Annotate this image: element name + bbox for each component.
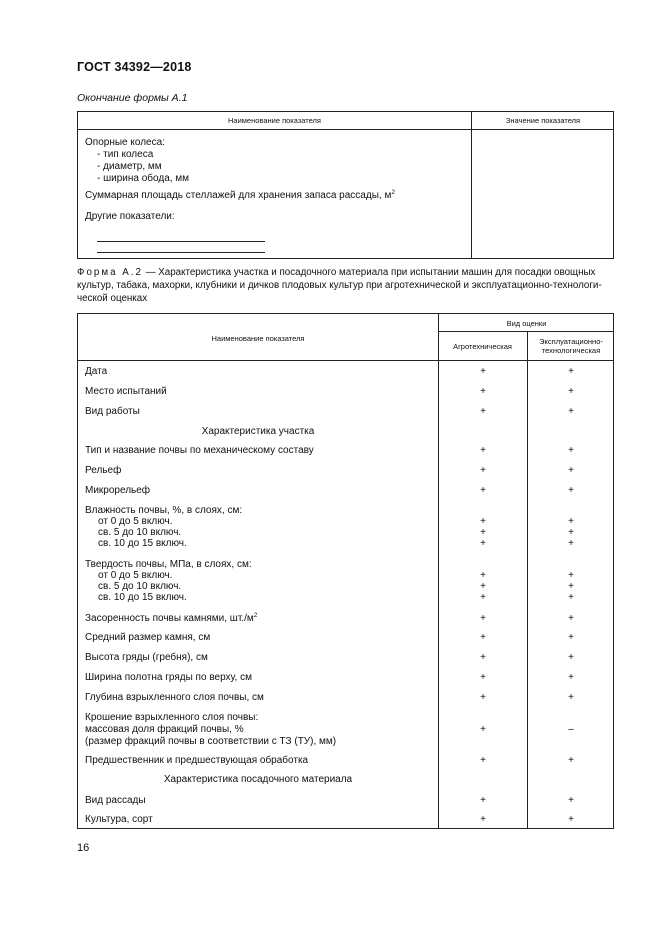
expl-mark: + — [568, 538, 574, 549]
row-work-type: Вид работы — [85, 406, 140, 417]
row-crumbling-size: (размер фракций почвы в соответствии с ТЗ (ТУ), мм) — [85, 736, 337, 747]
agro-mark: + — [480, 570, 486, 581]
row-moisture: Влажность почвы, %, в слоях, см: — [85, 505, 243, 516]
agro-mark: + — [480, 592, 486, 603]
wheel-diameter-label: - диаметр, мм — [97, 161, 162, 172]
expl-mark: + — [568, 814, 574, 825]
column-header-name: Наименование показателя — [228, 116, 321, 125]
agro-mark: + — [480, 613, 486, 624]
section-planting-material-heading: Характеристика посадочного материала — [163, 774, 353, 785]
form-a2-prefix: Форма А.2 — [77, 267, 143, 278]
row-relief: Рельеф — [85, 465, 122, 476]
expl-mark: + — [568, 516, 574, 527]
column-header-value: Значение показателя — [505, 116, 581, 125]
expl-mark: + — [568, 485, 574, 496]
blank-line — [97, 241, 265, 242]
storage-area-label: Суммарная площадь стеллажей для хранения запаса рассады, $м^2$ — [85, 189, 395, 201]
row-microrelief: Микрорельеф — [85, 485, 151, 496]
row-date: Дата — [85, 366, 108, 377]
expl-mark: + — [568, 755, 574, 766]
blank-line — [97, 252, 265, 253]
expl-mark: + — [568, 632, 574, 643]
agro-mark: + — [480, 538, 486, 549]
expl-mark: + — [568, 592, 574, 603]
column-divider — [471, 112, 472, 258]
page-number: 16 — [77, 842, 90, 854]
row-loose-depth: Глубина взрыхленного слоя почвы, см — [85, 692, 264, 703]
agro-mark: + — [480, 795, 486, 806]
expl-mark: + — [568, 652, 574, 663]
expl-mark: + — [568, 672, 574, 683]
row-crumbling-fraction: массовая доля фракций почвы, % — [85, 724, 244, 735]
layer-label: св. 5 до 10 включ. — [98, 527, 182, 538]
agro-mark: + — [480, 366, 486, 377]
expl-mark: + — [568, 613, 574, 624]
expl-mark: + — [568, 465, 574, 476]
row-crop: Культура, сорт — [85, 814, 153, 825]
layer-label: от 0 до 5 включ. — [98, 570, 173, 581]
agro-mark: + — [480, 465, 486, 476]
other-indicators-label: Другие показатели: — [85, 211, 175, 222]
expl-mark: + — [568, 366, 574, 377]
section-site-heading: Характеристика участка — [201, 426, 315, 437]
row-ridge-height: Высота гряды (гребня), см — [85, 652, 208, 663]
column-header-agro: Агротехническая — [453, 342, 512, 351]
agro-mark: + — [480, 692, 486, 703]
expl-mark: + — [568, 581, 574, 592]
layer-label: св. 5 до 10 включ. — [98, 581, 182, 592]
header-divider — [438, 331, 613, 332]
form-a2-table — [77, 313, 614, 829]
row-predecessor: Предшественник и предшествующая обработка — [85, 755, 309, 766]
header-divider — [78, 360, 613, 361]
row-stones: Засоренность почвы камнями, $шт./м^2$ — [85, 612, 258, 624]
layer-label: от 0 до 5 включ. — [98, 516, 173, 527]
row-hardness: Твердость почвы, МПа, в слоях, см: — [85, 559, 252, 570]
agro-mark: + — [480, 485, 486, 496]
column-divider — [438, 314, 439, 828]
column-header-expl: Эксплуатационно- технологическая — [539, 337, 603, 355]
agro-mark: + — [480, 581, 486, 592]
agro-mark: + — [480, 652, 486, 663]
agro-mark: + — [480, 516, 486, 527]
expl-mark: + — [568, 527, 574, 538]
row-ridge-width: Ширина полотна гряды по верху, см — [85, 672, 252, 683]
form-a1-caption: Окончание формы А.1 — [77, 92, 188, 104]
wheel-type-label: - тип колеса — [97, 149, 154, 160]
row-seedling-type: Вид рассады — [85, 795, 146, 806]
agro-mark: + — [480, 814, 486, 825]
expl-mark: + — [568, 570, 574, 581]
column-header-name: Наименование показателя — [211, 334, 305, 343]
expl-mark: + — [568, 445, 574, 456]
expl-mark: + — [568, 406, 574, 417]
row-stone-size: Средний размер камня, см — [85, 632, 211, 643]
agro-mark: + — [480, 755, 486, 766]
expl-mark: – — [568, 724, 574, 735]
layer-label: св. 10 до 15 включ. — [98, 592, 187, 603]
header-divider — [78, 129, 613, 130]
column-header-eval: Вид оценки — [506, 319, 547, 328]
form-a2-caption: Форма А.2 — Характеристика участка и посадочного материала при испытании машин для посадки овощных культур, табака, махорки, клубники и дичков плодовых культур при агротехнической и эксплуатационно-технологи- ческой оценках — [77, 267, 602, 304]
expl-mark: + — [568, 795, 574, 806]
agro-mark: + — [480, 406, 486, 417]
layer-label: св. 10 до 15 включ. — [98, 538, 187, 549]
column-divider — [527, 331, 528, 828]
agro-mark: + — [480, 724, 486, 735]
document-code: ГОСТ 34392—2018 — [77, 60, 192, 74]
row-crumbling: Крошение взрыхленного слоя почвы: — [85, 712, 259, 723]
row-place: Место испытаний — [85, 386, 167, 397]
agro-mark: + — [480, 527, 486, 538]
expl-mark: + — [568, 386, 574, 397]
wheel-rim-width-label: - ширина обода, мм — [97, 173, 190, 184]
support-wheels-label: Опорные колеса: — [85, 137, 165, 148]
expl-mark: + — [568, 692, 574, 703]
agro-mark: + — [480, 445, 486, 456]
agro-mark: + — [480, 672, 486, 683]
agro-mark: + — [480, 632, 486, 643]
row-soil-type: Тип и название почвы по механическому составу — [85, 445, 314, 456]
agro-mark: + — [480, 386, 486, 397]
form-a1-table — [77, 111, 614, 259]
